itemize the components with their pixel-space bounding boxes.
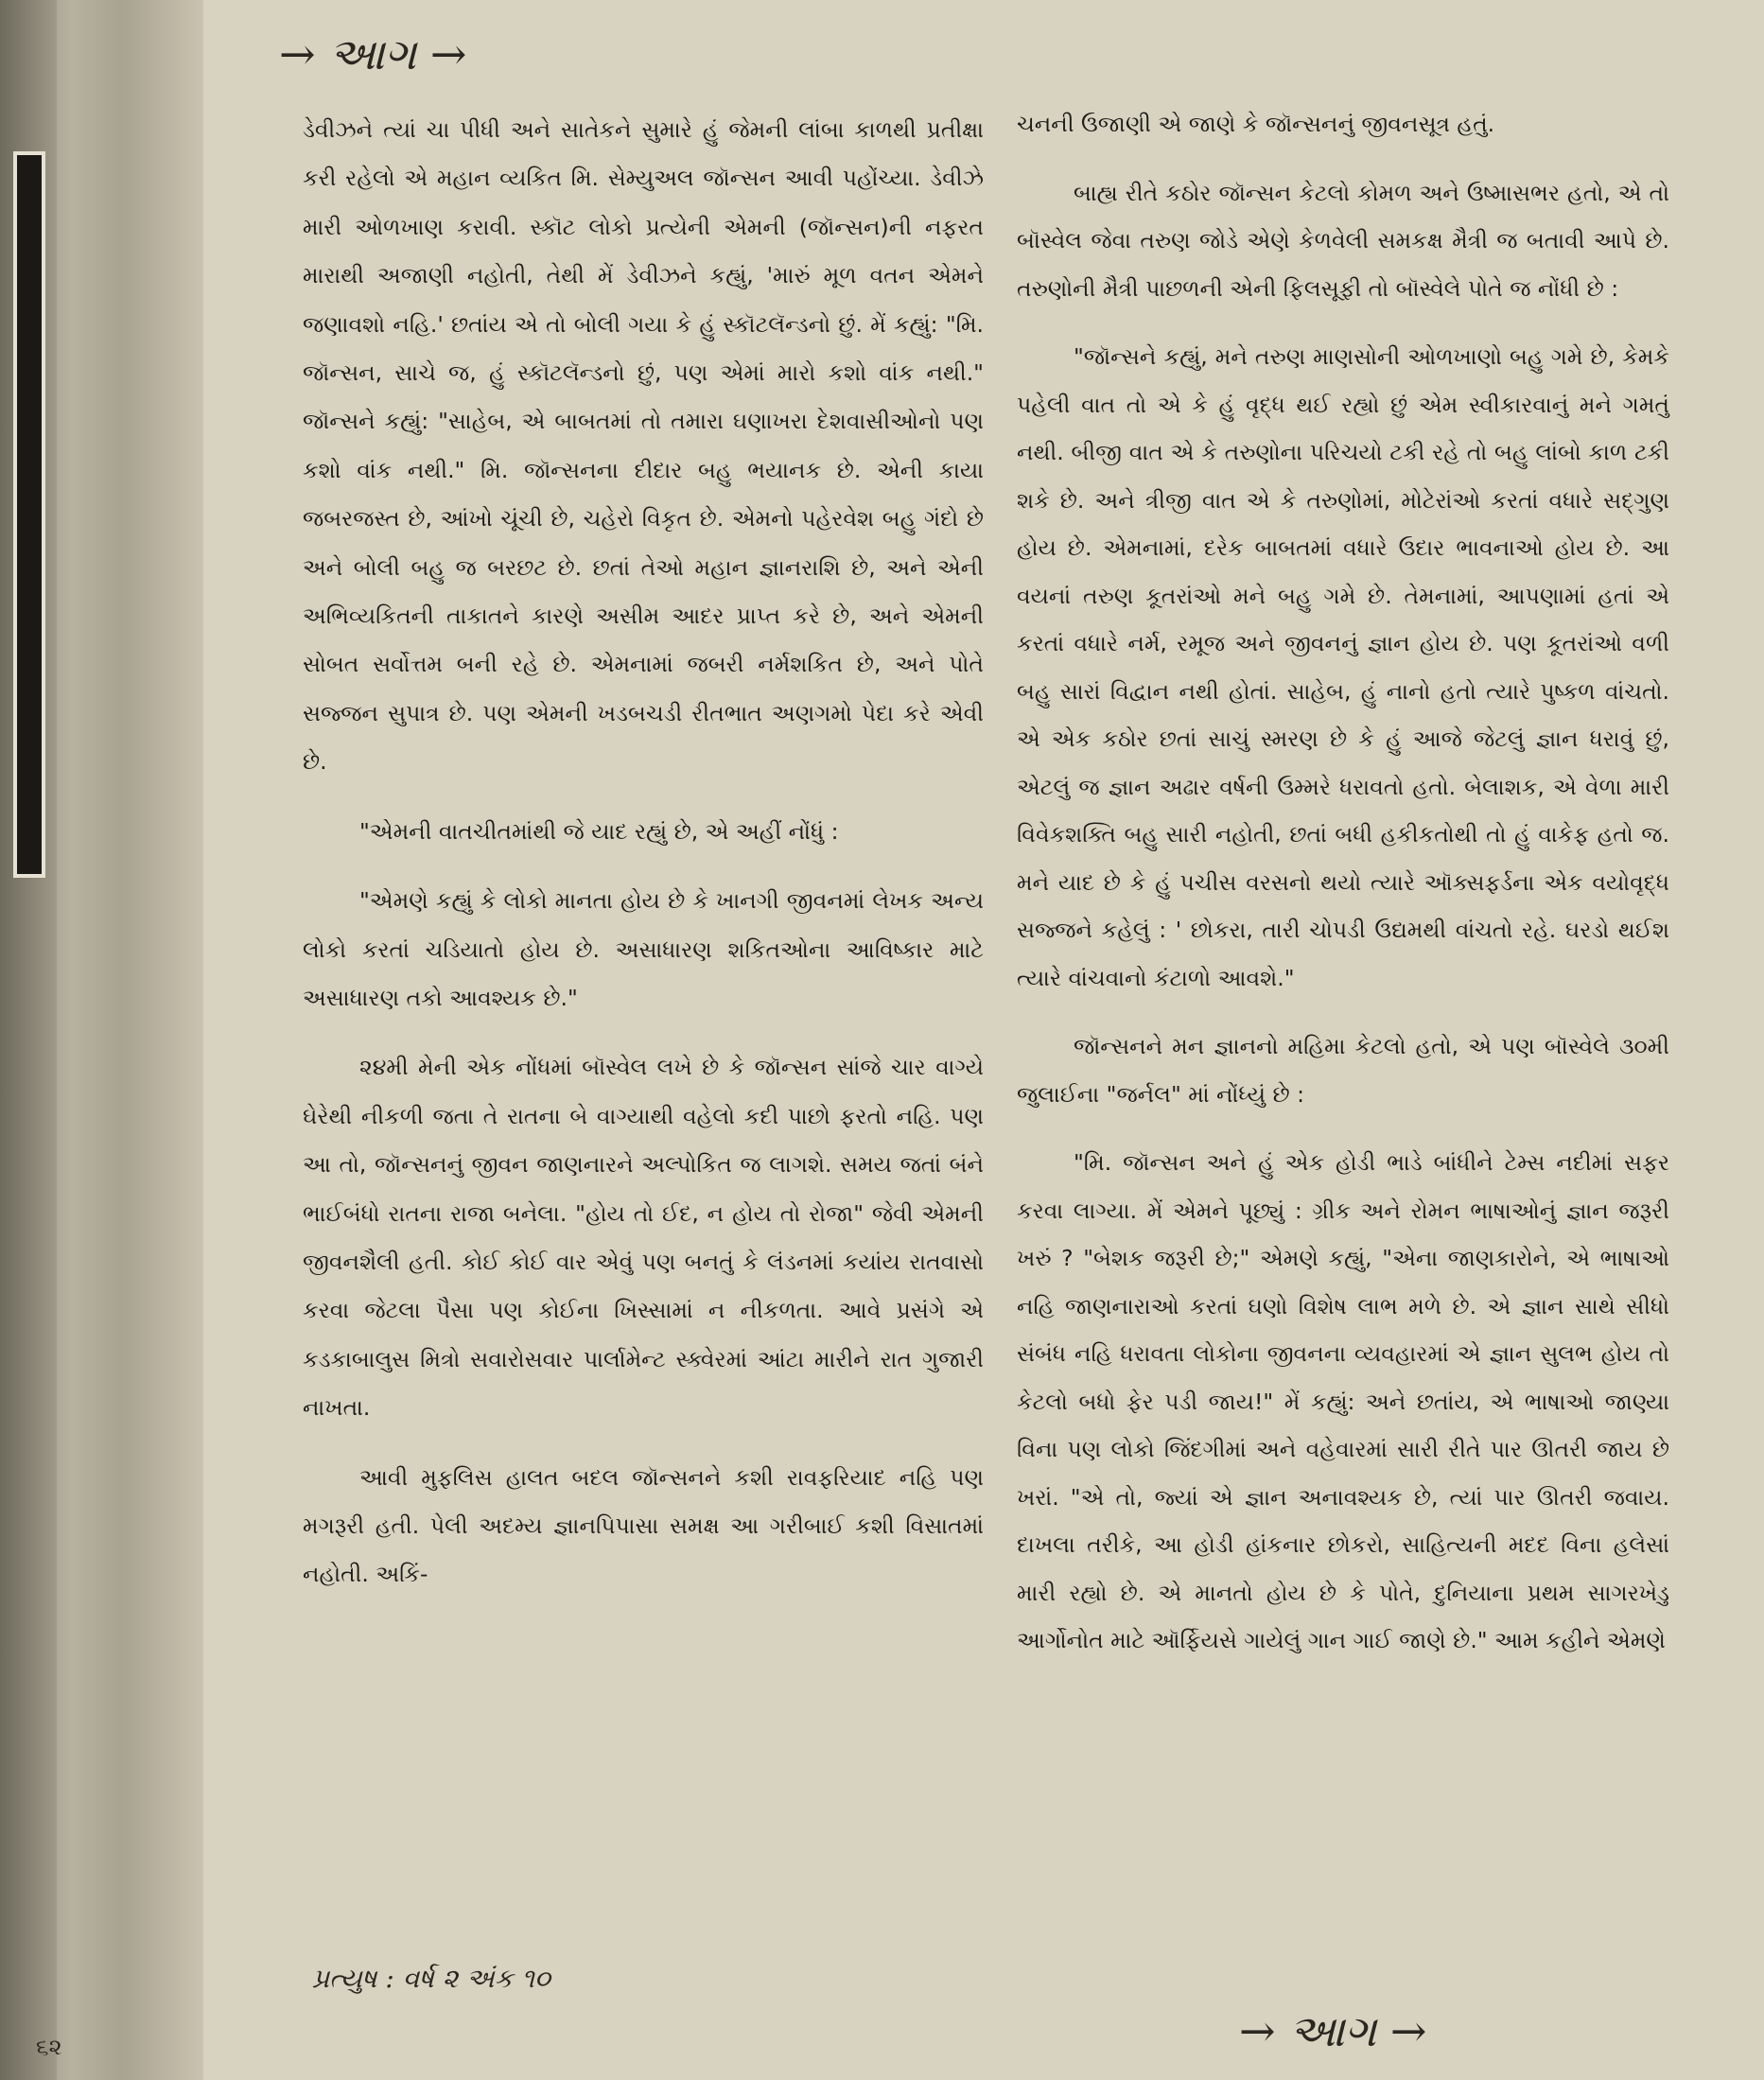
paragraph: "મિ. જૉન્સન અને હું એક હોડી ભાડે બાંધીને ટેમ્સ નદીમાં સફર કરવા લાગ્યા. મેં એમને પૂછ્યું : ગ્રીક અને રોમન ભાષાઓનું જ્ઞાન જરૂરી ખરું ? "બેશક જરૂરી છે;" એમણે કહ્યું, "એના જાણકારોને, એ ભાષાઓ નહિ જાણનારાઓ કરતાં ઘણો વિશેષ લાભ મળે છે. એ જ્ઞાન સાથે સીધો સંબંધ નહિ ધરાવતા લોકોના જીવનના વ્યવહારમાં એ જ્ઞાન સુલભ હોય તો કેટલો બધો ફેર પડી જાય!" મેં કહ્યું: અને છતાંય, એ ભાષાઓ જાણ્યા વિના પણ લોકો જિંદગીમાં અને વહેવારમાં સારી રીતે પાર ઊતરી જાય છે ખરાં. "એ તો, જ્યાં એ જ્ઞાન અનાવશ્યક છે, ત્યાં પાર ઊતરી જવાય. દાખલા તરીકે, આ હોડી હાંકનાર છોકરો, સાહિત્યની મદદ વિના હલેસાં મારી રહ્યો છે. એ માનતો હોય છે કે પોતે, દુનિયાના પ્રથમ સાગરખેડુ આર્ગોનોત માટે ઑર્ફિયસે ગાયેલું ગાન ગાઈ જાણે છે." આમ કહીને એમણે — [1017, 1149, 1669, 1653]
publication-footer: પ્રત્યુષ : વર્ષ ૨ અંક ૧૦ — [312, 1963, 550, 1994]
paragraph: ચનની ઉજાણી એ જાણે કે જૉન્સનનું જીવનસૂત્ર હતું. — [1017, 111, 1495, 137]
left-column — [303, 106, 984, 1620]
paragraph: "એમણે કહ્યું કે લોકો માનતા હોય છે કે ખાનગી જીવનમાં લેખક અન્ય લોકો કરતાં ચડિયાતો હોય છે. અસાધારણ શકિતઓના આવિષ્કાર માટે અસાધારણ તકો આવશ્યક છે." — [303, 887, 984, 1011]
paragraph: જૉન્સનને મન જ્ઞાનનો મહિમા કેટલો હતો, એ પણ બૉસ્વેલે ૩૦મી જુલાઈના "જર્નલ" માં નોંધ્યું છે : — [1017, 1033, 1669, 1108]
paragraph: ડેવીઝને ત્યાં ચા પીધી અને સાતેકને સુમારે હું જેમની લાંબા કાળથી પ્રતીક્ષા કરી રહેલો એ મહાન વ્યકિત મિ. સેમ્યુઅલ જૉન્સન આવી પહોંચ્યા. ડેવીઝે મારી ઓળખાણ કરાવી. સ્કૉટ લોકો પ્રત્યેની એમની (જૉન્સન)ની નફરત મારાથી અજાણી નહોતી, તેથી મેં ડેવીઝને કહ્યું, 'મારું મૂળ વતન એમને જણાવશો નહિ.' છતાંય એ તો બોલી ગયા કે હું સ્કૉટલૅન્ડનો છું. મેં કહ્યું: "મિ. જૉન્સન, સાચે જ, હું સ્કૉટલૅન્ડનો છું, પણ એમાં મારો કશો વાંક નથી." જૉન્સને કહ્યું: "સાહેબ, એ બાબતમાં તો તમારા ઘણાખરા દેશવાસીઓનો પણ કશો વાંક નથી." મિ. જૉન્સનના દીદાર બહુ ભયાનક છે. એની કાયા જબરજસ્ત છે, આંખો ચૂંચી છે, ચહેરો વિકૃત છે. એમનો પહેરવેશ બહુ ગંદો છે અને બોલી બહુ જ બરછટ છે. છતાં તેઓ મહાન જ્ઞાનરાશિ છે, અને એની અભિવ્યકિતની તાકાતને કારણે અસીમ આદર પ્રાપ્ત કરે છે, અને એમની સોબત સર્વોત્તમ બની રહે છે. એમનામાં જબરી નર્મશકિત છે, અને પોતે સજ્જન સુપાત્ર છે. પણ એમની ખડબચડી રીતભાત અણગમો પેદા કરે એવી છે. — [303, 116, 984, 776]
margin-note-bottom: → આગ → — [1239, 2005, 1427, 2056]
paragraph: "જૉન્સને કહ્યું, મને તરુણ માણસોની ઓળખાણો બહુ ગમે છે, કેમકે પહેલી વાત તો એ કે હું વૃદ્ધ થઈ રહ્યો છું એમ સ્વીકારવાનું મને ગમતું નથી. બીજી વાત એ કે તરુણોના પરિચયો ટકી રહે તો બહુ લાંબો કાળ ટકી શકે છે. અને ત્રીજી વાત એ કે તરુણોમાં, મોટેરાંઓ કરતાં વધારે સદ્ગુણ હોય છે. એમનામાં, દરેક બાબતમાં વધારે ઉદાર ભાવનાઓ હોય છે. આ વયનાં તરુણ કૂતરાંઓ મને બહુ ગમે છે. તેમનામાં, આપણામાં હતાં એ કરતાં વધારે નર્મ, રમૂજ અને જીવનનું જ્ઞાન હોય છે. પણ કૂતરાંઓ વળી બહુ સારાં વિદ્વાન નથી હોતાં. સાહેબ, હું નાનો હતો ત્યારે પુષ્કળ વાંચતો. એ એક કઠોર છતાં સાચું સ્મરણ છે કે હું આજે જેટલું જ્ઞાન ધરાવું છું, એટલું જ જ્ઞાન અઢાર વર્ષની ઉમ્મરે ધરાવતો હતો. બેલાશક, એ વેળા મારી વિવેકશક્તિ બહુ સારી નહોતી, છતાં બધી હકીકતોથી તો હું વાકેફ હતો જ. મને યાદ છે કે હું પચીસ વરસનો થયો ત્યારે ઑક્સફર્ડના એક વયોવૃદ્ધ સજ્જને કહેલું : ' છોકરા, તારી ચોપડી ઉદ્યમથી વાંચતો રહે. ઘરડો થઈશ ત્યારે વાંચવાનો કંટાળો આવશે." — [1017, 343, 1669, 991]
paragraph: આવી મુફલિસ હાલત બદલ જૉન્સનને કશી રાવફરિયાદ નહિ પણ મગરૂરી હતી. પેલી અદમ્ય જ્ઞાનપિપાસા સમક્ષ આ ગરીબાઈ કશી વિસાતમાં નહોતી. અકિં- — [303, 1463, 984, 1588]
black-tab — [13, 151, 45, 878]
page-number: ૬૨ — [36, 2034, 62, 2060]
right-column — [1017, 100, 1669, 1686]
paragraph: ૨૪મી મેની એક નોંધમાં બૉસ્વેલ લખે છે કે જૉન્સન સાંજે ચાર વાગ્યે ઘેરેથી નીકળી જતા તે રાતના બે વાગ્યાથી વહેલો કદી પાછો ફરતો નહિ. પણ આ તો, જૉન્સનનું જીવન જાણનારને અલ્પોકિત જ લાગશે. સમય જતાં બંને ભાઈબંધો રાતના રાજા બનેલા. "હોય તો ઈદ, ન હોય તો રોજા" જેવી એમની જીવનશૈલી હતી. કોઈ કોઈ વાર એવું પણ બનતું કે લંડનમાં કયાંય રાતવાસો કરવા જેટલા પૈસા પણ કોઈના ખિસ્સામાં ન નીકળતા. આવે પ્રસંગે એ કડકાબાલુસ મિત્રો સવારોસવાર પાર્લામેન્ટ સ્ક્વેરમાં આંટા મારીને રાત ગુજારી નાખતા. — [303, 1054, 984, 1422]
paragraph: બાહ્ય રીતે કઠોર જૉન્સન કેટલો કોમળ અને ઉષ્માસભર હતો, એ તો બૉસ્વેલ જેવા તરુણ જોડે એણે કેળવેલી સમકક્ષ મૈત્રી જ બતાવી આપે છે. તરુણોની મૈત્રી પાછળની એની ફિલસૂફી તો બૉસ્વેલે પોતે જ નોંધી છે : — [1017, 179, 1669, 302]
margin-note-top: → આગ → — [279, 28, 467, 79]
paragraph: "એમની વાતચીતમાંથી જે યાદ રહ્યું છે, એ અહીં નોંધું : — [359, 817, 839, 845]
